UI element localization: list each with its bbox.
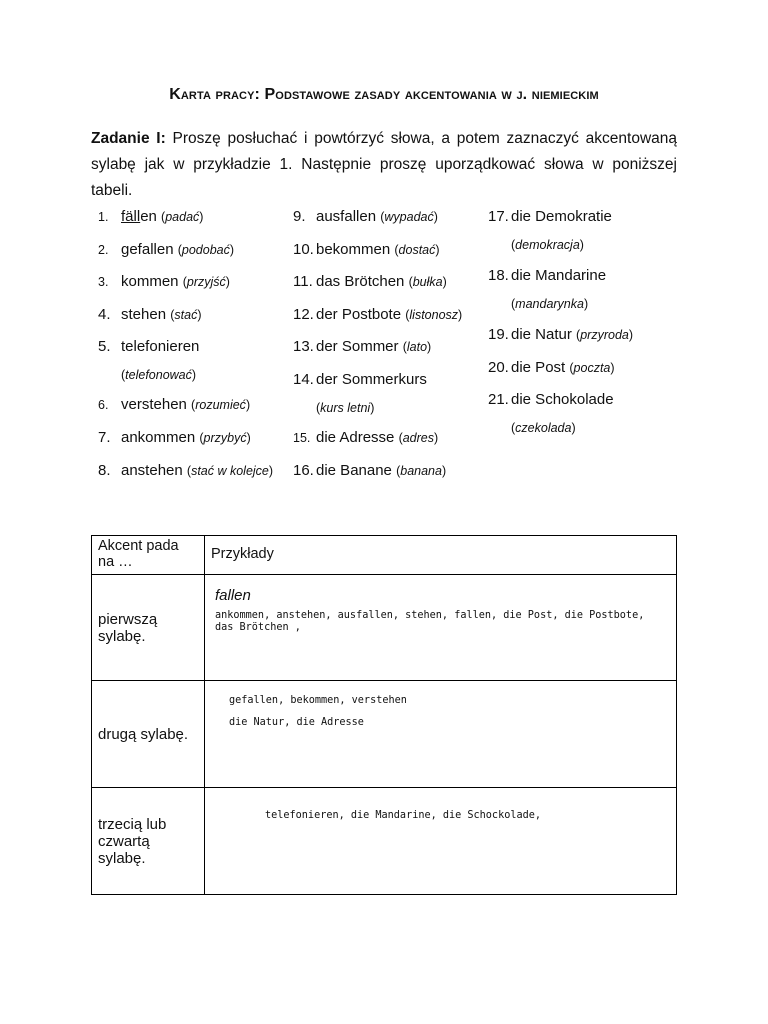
- item-word: die Schokolade: [511, 391, 614, 409]
- item-word: kommen: [121, 273, 179, 291]
- list-item: 9. ausfallen (wypadać): [293, 208, 438, 225]
- task-text: Proszę posłuchać i powtórzyć słowa, a potem zaznaczyć akcentowaną sylabę jak w przykładzie 1. Następnie proszę uporządkować słowa w poniższej tabeli.: [91, 130, 677, 199]
- item-word: en: [140, 208, 157, 225]
- item-translation: przyjść: [186, 275, 226, 290]
- table-header-row: [92, 536, 677, 575]
- item-number: 12.: [293, 305, 314, 323]
- item-number: 8.: [98, 461, 111, 479]
- item-translation: padać: [165, 210, 200, 224]
- item-translation: czekolada: [515, 421, 572, 436]
- item-word: telefonieren: [121, 338, 200, 356]
- page-title: Karta pracy: Podstawowe zasady akcentowania w j. niemieckim: [169, 86, 599, 103]
- item-word: die Banane: [316, 461, 392, 479]
- header-examples: Przykłady: [205, 536, 677, 575]
- item-translation: bułka: [412, 275, 443, 290]
- item-translation: adres: [402, 430, 435, 445]
- item-word: die Demokratie: [511, 208, 612, 225]
- item-number: 4.: [98, 305, 111, 323]
- row-label: drugą sylabę.: [92, 681, 205, 788]
- task-instructions: [91, 126, 677, 204]
- item-number: 14.: [293, 370, 314, 388]
- item-number: 19.: [488, 326, 509, 343]
- item-word: gefallen: [121, 240, 174, 258]
- example-cell[interactable]: [205, 575, 677, 681]
- stressed-syllable: fäll: [121, 208, 141, 225]
- item-number: 15.: [293, 430, 311, 445]
- item-translation: wypadać: [384, 210, 434, 224]
- example-word: fallen: [215, 587, 251, 604]
- table-row: [92, 681, 677, 788]
- item-translation: podobać: [181, 242, 230, 257]
- row-label: pierwszą sylabę.: [92, 575, 205, 681]
- item-number: 6.: [98, 398, 109, 413]
- table-row: [92, 788, 677, 895]
- list-item: 8. anstehen (stać w kolejce): [98, 461, 274, 479]
- item-word: die Post: [511, 358, 566, 376]
- list-item-continuation: (czekolada): [511, 421, 576, 436]
- list-item: 1. fällen (padać): [98, 208, 204, 225]
- list-item: 13. der Sommer (lato): [293, 338, 432, 356]
- list-item-continuation: (mandarynka): [511, 297, 589, 311]
- list-item: 2. gefallen (podobać): [98, 240, 235, 258]
- list-item: [293, 371, 462, 399]
- table-row: [92, 575, 677, 681]
- list-item: 19. die Natur (przyroda): [488, 326, 634, 343]
- list-item: [488, 267, 633, 295]
- item-word: anstehen: [121, 461, 183, 479]
- list-item: 11. das Brötchen (bułka): [293, 273, 447, 291]
- answer-text: telefonieren, die Mandarine, die Schockolade,: [265, 810, 542, 821]
- item-translation: rozumieć: [195, 398, 246, 413]
- answer-text: gefallen, bekommen, verstehen: [229, 695, 407, 706]
- item-word: der Sommerkurs: [316, 370, 427, 388]
- item-number: 13.: [293, 338, 314, 356]
- item-translation: dostać: [398, 242, 436, 257]
- item-word: die Adresse: [316, 428, 395, 446]
- item-number: 3.: [98, 275, 109, 290]
- classification-table: [91, 535, 677, 895]
- item-number: 20.: [488, 358, 509, 376]
- list-item: 15. die Adresse (adres): [293, 428, 439, 446]
- item-word: die Mandarine: [511, 267, 607, 284]
- list-item: 20. die Post (poczta): [488, 358, 615, 376]
- word-list-column-2: [293, 208, 462, 494]
- item-number: 16.: [293, 461, 314, 479]
- item-word: der Postbote: [316, 305, 402, 323]
- row-label: trzecią lub czwartą sylabę.: [92, 788, 205, 895]
- list-item: 10. bekommen (dostać): [293, 240, 440, 258]
- item-word: das Brötchen: [316, 273, 405, 291]
- item-word: ausfallen: [316, 208, 377, 225]
- item-number: 11.: [293, 273, 313, 291]
- item-word: ankommen: [121, 428, 196, 446]
- item-translation: poczta: [573, 360, 611, 375]
- item-translation: stać w kolejce: [191, 463, 269, 478]
- item-word: der Sommer: [316, 338, 399, 356]
- item-translation: mandarynka: [515, 297, 584, 311]
- item-translation: banana: [400, 463, 442, 478]
- item-number: 17.: [488, 208, 509, 225]
- item-translation: przyroda: [580, 328, 629, 342]
- item-number: 5.: [98, 338, 111, 356]
- item-number: 7.: [98, 428, 111, 446]
- example-cell[interactable]: [205, 788, 677, 895]
- list-item: [98, 338, 273, 366]
- list-item: 6. verstehen (rozumieć): [98, 396, 251, 414]
- word-list-column-3: [488, 208, 633, 452]
- item-word: verstehen: [121, 396, 187, 414]
- list-item: [488, 391, 633, 419]
- list-item: 16. die Banane (banana): [293, 461, 447, 479]
- item-translation: demokracja: [515, 238, 580, 252]
- item-translation: listonosz: [409, 307, 459, 322]
- item-number: 18.: [488, 267, 509, 284]
- list-item-continuation: (telefonować): [121, 368, 197, 383]
- item-translation: telefonować: [125, 368, 192, 383]
- item-number: 21.: [488, 391, 509, 409]
- list-item: 3. kommen (przyjść): [98, 273, 230, 291]
- item-translation: stać: [174, 307, 198, 322]
- list-item-continuation: (kurs letni): [316, 400, 375, 415]
- item-translation: kurs letni: [320, 400, 371, 415]
- item-word: bekommen: [316, 240, 391, 258]
- list-item: 12. der Postbote (listonosz): [293, 305, 463, 323]
- header-stress-position: Akcent pada na …: [92, 536, 205, 575]
- example-cell[interactable]: [205, 681, 677, 788]
- answer-text: ankommen, anstehen, ausfallen, stehen, fallen, die Post, die Postbote, das Brötchen ,: [215, 610, 645, 633]
- item-translation: lato: [406, 340, 428, 355]
- item-translation: przybyć: [203, 430, 247, 445]
- item-number: 10.: [293, 240, 314, 258]
- list-item: [488, 208, 633, 236]
- word-list-column-1: [98, 208, 273, 494]
- item-number: 9.: [293, 208, 306, 225]
- list-item-continuation: (demokracja): [511, 238, 584, 252]
- list-item: 4. stehen (stać): [98, 305, 202, 323]
- list-item: 7. ankommen (przybyć): [98, 428, 251, 446]
- item-word: die Natur: [511, 326, 572, 343]
- item-number: 2.: [98, 242, 109, 257]
- answer-text: die Natur, die Adresse: [229, 717, 364, 728]
- task-label: Zadanie I:: [91, 130, 166, 147]
- item-number: 1.: [98, 210, 109, 224]
- item-word: stehen: [121, 305, 167, 323]
